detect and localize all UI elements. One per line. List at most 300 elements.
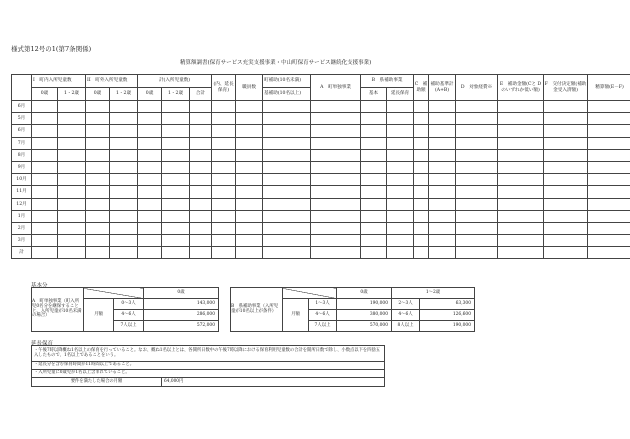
entry-cell[interactable] — [212, 101, 236, 113]
entry-cell[interactable] — [138, 137, 162, 149]
entry-cell[interactable] — [456, 247, 498, 259]
entry-cell[interactable] — [544, 247, 588, 259]
pref-rate-amount-age0: 380,000 — [337, 310, 392, 321]
entry-cell[interactable] — [498, 222, 544, 234]
entry-cell[interactable] — [361, 247, 387, 259]
entry-cell[interactable] — [263, 113, 311, 125]
entry-cell[interactable] — [212, 161, 236, 173]
entry-cell[interactable] — [456, 235, 498, 247]
entry-cell[interactable] — [86, 149, 110, 161]
entry-cell[interactable] — [588, 235, 630, 247]
entry-cell[interactable] — [32, 210, 58, 222]
entry-cell[interactable] — [138, 113, 162, 125]
entry-cell[interactable] — [588, 113, 630, 125]
month-label: 5月 — [12, 113, 32, 125]
entry-cell[interactable] — [588, 210, 630, 222]
entry-cell[interactable] — [361, 149, 387, 161]
entry-cell[interactable] — [32, 161, 58, 173]
entry-cell[interactable] — [190, 161, 212, 173]
entry-cell[interactable] — [429, 222, 456, 234]
entry-cell[interactable] — [588, 125, 630, 137]
entry-cell[interactable] — [588, 186, 630, 198]
entry-cell[interactable] — [429, 247, 456, 259]
entry-cell[interactable] — [311, 125, 361, 137]
entry-cell[interactable] — [236, 210, 263, 222]
entry-cell[interactable] — [236, 198, 263, 210]
header-base-subsidy: 基補助(10名以上) — [263, 88, 311, 101]
entry-cell[interactable] — [544, 125, 588, 137]
entry-cell[interactable] — [190, 137, 212, 149]
entry-cell[interactable] — [162, 235, 190, 247]
entry-cell[interactable] — [544, 174, 588, 186]
corner-cell — [12, 75, 32, 101]
entry-cell[interactable] — [588, 247, 630, 259]
entry-cell[interactable] — [544, 161, 588, 173]
entry-cell[interactable] — [236, 186, 263, 198]
entry-cell[interactable] — [414, 174, 429, 186]
entry-cell[interactable] — [387, 210, 414, 222]
entry-cell[interactable] — [588, 149, 630, 161]
entry-cell[interactable] — [138, 247, 162, 259]
entry-cell[interactable] — [212, 198, 236, 210]
entry-cell[interactable] — [414, 235, 429, 247]
month-row — [12, 174, 630, 186]
pref-rate-range-age0: 1〜3人 — [309, 299, 337, 310]
entry-cell[interactable] — [498, 210, 544, 222]
entry-cell[interactable] — [58, 113, 86, 125]
entry-cell[interactable] — [456, 101, 498, 113]
entry-cell[interactable] — [456, 174, 498, 186]
entry-cell[interactable] — [190, 149, 212, 161]
entry-cell[interactable] — [138, 235, 162, 247]
entry-cell[interactable] — [498, 137, 544, 149]
month-label: 6月 — [12, 125, 32, 137]
pref-rate-amount-age12: 126,600 — [420, 310, 475, 321]
entry-cell[interactable] — [414, 137, 429, 149]
header-f-decision-amount: F 交付決定額(補助金受入済額) — [544, 75, 588, 101]
entry-cell[interactable] — [32, 174, 58, 186]
entry-cell[interactable] — [58, 161, 86, 173]
entry-cell[interactable] — [138, 174, 162, 186]
entry-cell[interactable] — [110, 125, 138, 137]
month-label: 9月 — [12, 161, 32, 173]
month-label: 2月 — [12, 222, 32, 234]
pref-rate-amount-age0: 570,000 — [337, 321, 392, 332]
entry-cell[interactable] — [162, 174, 190, 186]
entry-cell[interactable] — [190, 198, 212, 210]
entry-cell[interactable] — [456, 149, 498, 161]
entry-cell[interactable] — [138, 210, 162, 222]
entry-cell[interactable] — [544, 113, 588, 125]
entry-cell[interactable] — [361, 113, 387, 125]
entry-cell[interactable] — [387, 222, 414, 234]
entry-cell[interactable] — [387, 186, 414, 198]
entry-cell[interactable] — [190, 113, 212, 125]
entry-cell[interactable] — [588, 198, 630, 210]
header-age0-outside: 0歳 — [86, 88, 110, 101]
entry-cell[interactable] — [263, 210, 311, 222]
entry-cell[interactable] — [498, 149, 544, 161]
entry-cell[interactable] — [86, 198, 110, 210]
entry-cell[interactable] — [58, 174, 86, 186]
entry-cell[interactable] — [236, 113, 263, 125]
entry-cell[interactable] — [456, 186, 498, 198]
entry-cell[interactable] — [110, 101, 138, 113]
entry-cell[interactable] — [588, 161, 630, 173]
entry-cell[interactable] — [162, 186, 190, 198]
entry-cell[interactable] — [429, 113, 456, 125]
pref-rate-amount-age0: 190,000 — [337, 299, 392, 310]
town-rate-amount: 286,000 — [144, 310, 219, 321]
month-row — [12, 161, 630, 173]
entry-cell[interactable] — [86, 101, 110, 113]
entry-cell[interactable] — [311, 198, 361, 210]
entry-cell[interactable] — [429, 149, 456, 161]
entry-cell[interactable] — [32, 125, 58, 137]
entry-cell[interactable] — [429, 137, 456, 149]
entry-cell[interactable] — [361, 161, 387, 173]
month-label: 6月 — [12, 101, 32, 113]
entry-cell[interactable] — [387, 137, 414, 149]
entry-cell[interactable] — [32, 235, 58, 247]
entry-cell[interactable] — [414, 198, 429, 210]
entry-cell[interactable] — [544, 198, 588, 210]
entry-cell[interactable] — [58, 186, 86, 198]
entry-cell[interactable] — [138, 186, 162, 198]
entry-cell[interactable] — [414, 161, 429, 173]
entry-cell[interactable] — [311, 113, 361, 125]
entry-cell[interactable] — [212, 137, 236, 149]
entry-cell[interactable] — [544, 186, 588, 198]
form-number: 様式第12号の1(第7条関係) — [11, 45, 92, 53]
entry-cell[interactable] — [311, 210, 361, 222]
entry-cell[interactable] — [162, 222, 190, 234]
entry-cell[interactable] — [110, 113, 138, 125]
entry-cell[interactable] — [361, 137, 387, 149]
entry-cell[interactable] — [86, 235, 110, 247]
entry-cell[interactable] — [544, 235, 588, 247]
entry-cell[interactable] — [190, 247, 212, 259]
entry-cell[interactable] — [162, 149, 190, 161]
entry-cell[interactable] — [110, 222, 138, 234]
entry-cell[interactable] — [456, 125, 498, 137]
entry-cell[interactable] — [263, 101, 311, 113]
entry-cell[interactable] — [212, 235, 236, 247]
month-row — [12, 113, 630, 125]
entry-cell[interactable] — [414, 210, 429, 222]
entry-cell[interactable] — [190, 222, 212, 234]
entry-cell[interactable] — [32, 222, 58, 234]
entry-cell[interactable] — [138, 198, 162, 210]
entry-cell[interactable] — [429, 174, 456, 186]
entry-cell[interactable] — [544, 101, 588, 113]
entry-cell[interactable] — [414, 113, 429, 125]
entry-cell[interactable] — [190, 174, 212, 186]
entry-cell[interactable] — [212, 113, 236, 125]
header-town-subsidy: 町補助(10名未満) — [263, 75, 311, 88]
entry-cell[interactable] — [32, 198, 58, 210]
entry-cell[interactable] — [414, 222, 429, 234]
entry-cell[interactable] — [429, 186, 456, 198]
entry-cell[interactable] — [414, 101, 429, 113]
entry-cell[interactable] — [58, 125, 86, 137]
entry-cell[interactable] — [544, 137, 588, 149]
monthly-amount-label: 要件を満たした場合の月額 — [32, 378, 162, 387]
entry-cell[interactable] — [190, 210, 212, 222]
month-label: 10月 — [12, 174, 32, 186]
town-project-rate-table — [31, 287, 219, 332]
month-label: 11月 — [12, 186, 32, 198]
entry-cell[interactable] — [58, 101, 86, 113]
entry-cell[interactable] — [456, 198, 498, 210]
entry-cell[interactable] — [138, 161, 162, 173]
entry-cell[interactable] — [263, 222, 311, 234]
entry-cell[interactable] — [544, 222, 588, 234]
entry-cell[interactable] — [110, 161, 138, 173]
entry-cell[interactable] — [212, 149, 236, 161]
entry-cell[interactable] — [544, 210, 588, 222]
entry-cell[interactable] — [236, 125, 263, 137]
entry-cell[interactable] — [110, 186, 138, 198]
entry-cell[interactable] — [588, 222, 630, 234]
entry-cell[interactable] — [190, 125, 212, 137]
header-town-children: I 町内入所児童数 — [32, 75, 86, 88]
entry-cell[interactable] — [58, 210, 86, 222]
entry-cell[interactable] — [498, 174, 544, 186]
entry-cell[interactable] — [162, 247, 190, 259]
entry-cell[interactable] — [387, 235, 414, 247]
month-row — [12, 101, 630, 113]
entry-cell[interactable] — [110, 247, 138, 259]
town-rate-range: 0〜3人 — [114, 299, 144, 310]
entry-cell[interactable] — [236, 174, 263, 186]
note-line: ・午後7時以降概ね1名以上の保育を行っていること。なお、概ね1名以上とは、各開所日数中の午後7時以降における保育利用児童数の合計を開所日数で除し、小数点以下を四捨五入したもので、1名以上であることをいう。 — [32, 346, 385, 362]
pref-rate-range-age12: 8人以上 — [392, 321, 420, 332]
entry-cell[interactable] — [138, 222, 162, 234]
header-sum: 合計 — [190, 88, 212, 101]
entry-cell[interactable] — [86, 210, 110, 222]
entry-cell[interactable] — [32, 186, 58, 198]
entry-cell[interactable] — [456, 113, 498, 125]
entry-cell[interactable] — [162, 101, 190, 113]
entry-cell[interactable] — [190, 101, 212, 113]
entry-cell[interactable] — [138, 125, 162, 137]
town-rate-range: 4〜6人 — [114, 310, 144, 321]
entry-cell[interactable] — [498, 113, 544, 125]
entry-cell[interactable] — [429, 125, 456, 137]
entry-cell[interactable] — [236, 137, 263, 149]
entry-cell[interactable] — [414, 125, 429, 137]
entry-cell[interactable] — [429, 235, 456, 247]
entry-cell[interactable] — [212, 222, 236, 234]
entry-cell[interactable] — [32, 149, 58, 161]
entry-cell[interactable] — [58, 247, 86, 259]
entry-cell[interactable] — [588, 101, 630, 113]
entry-cell[interactable] — [263, 186, 311, 198]
entry-cell[interactable] — [236, 222, 263, 234]
pref-project-label: B 県補助事業（入所児童が10名以上が条件） — [231, 288, 283, 332]
entry-cell[interactable] — [212, 210, 236, 222]
entry-cell[interactable] — [456, 161, 498, 173]
entry-cell[interactable] — [311, 101, 361, 113]
month-row — [12, 125, 630, 137]
entry-cell[interactable] — [58, 149, 86, 161]
entry-cell[interactable] — [311, 149, 361, 161]
entry-cell[interactable] — [544, 149, 588, 161]
document-title: 精算額調書(保育サービス充実支援事業・中山町保育サービス継続化支援事業) — [180, 60, 372, 66]
entry-cell[interactable] — [414, 149, 429, 161]
entry-cell[interactable] — [110, 149, 138, 161]
entry-cell[interactable] — [32, 101, 58, 113]
header-standard-total: 補助基準計(A+B) — [429, 75, 456, 101]
entry-cell[interactable] — [110, 235, 138, 247]
entry-cell[interactable] — [361, 222, 387, 234]
town-rate-amount: 572,000 — [144, 321, 219, 332]
entry-cell[interactable] — [498, 247, 544, 259]
entry-cell[interactable] — [86, 125, 110, 137]
header-age12-town: 1・2歳 — [58, 88, 86, 101]
entry-cell[interactable] — [311, 222, 361, 234]
entry-cell[interactable] — [138, 101, 162, 113]
entry-cell[interactable] — [429, 101, 456, 113]
entry-cell[interactable] — [110, 210, 138, 222]
pref-rate-range-age0: 7人以上 — [309, 321, 337, 332]
entry-cell[interactable] — [263, 125, 311, 137]
entry-cell[interactable] — [498, 101, 544, 113]
entry-cell[interactable] — [588, 174, 630, 186]
entry-cell[interactable] — [190, 186, 212, 198]
entry-cell[interactable] — [456, 222, 498, 234]
town-project-label: A 町単独事業（町入所児0名分を継保することと、入所児童が10名未満の場合） — [32, 288, 84, 332]
month-label: 7月 — [12, 137, 32, 149]
entry-cell[interactable] — [162, 125, 190, 137]
entry-cell[interactable] — [387, 101, 414, 113]
header-staff: 職員数 — [236, 75, 263, 101]
entry-cell[interactable] — [236, 247, 263, 259]
entry-cell[interactable] — [387, 149, 414, 161]
entry-cell[interactable] — [236, 235, 263, 247]
entry-cell[interactable] — [311, 174, 361, 186]
entry-cell[interactable] — [86, 222, 110, 234]
entry-cell[interactable] — [58, 198, 86, 210]
entry-cell[interactable] — [263, 198, 311, 210]
entry-cell[interactable] — [86, 174, 110, 186]
pref-project-unit: 月額 — [283, 299, 309, 332]
entry-cell[interactable] — [588, 137, 630, 149]
header-b-extended: 延長保育 — [387, 88, 414, 101]
entry-cell[interactable] — [32, 137, 58, 149]
header-total-children: 計(入所児童数) — [138, 75, 212, 88]
entry-cell[interactable] — [498, 235, 544, 247]
entry-cell[interactable] — [162, 161, 190, 173]
entry-cell[interactable] — [212, 247, 236, 259]
town-project-age0: 0歳 — [144, 288, 219, 299]
pref-project-diagonal — [283, 288, 337, 299]
entry-cell[interactable] — [387, 247, 414, 259]
entry-cell[interactable] — [162, 137, 190, 149]
month-row — [12, 186, 630, 198]
entry-cell[interactable] — [162, 113, 190, 125]
entry-cell[interactable] — [110, 174, 138, 186]
entry-cell[interactable] — [387, 174, 414, 186]
entry-cell[interactable] — [86, 161, 110, 173]
entry-cell[interactable] — [456, 137, 498, 149]
entry-cell[interactable] — [236, 101, 263, 113]
entry-cell[interactable] — [387, 161, 414, 173]
entry-cell[interactable] — [263, 174, 311, 186]
entry-cell[interactable] — [190, 235, 212, 247]
entry-cell[interactable] — [263, 235, 311, 247]
entry-cell[interactable] — [361, 210, 387, 222]
entry-cell[interactable] — [387, 198, 414, 210]
monthly-amount-value: 64,000円 — [162, 378, 385, 387]
entry-cell[interactable] — [311, 235, 361, 247]
entry-cell[interactable] — [236, 161, 263, 173]
entry-cell[interactable] — [498, 198, 544, 210]
entry-cell[interactable] — [361, 186, 387, 198]
entry-cell[interactable] — [311, 247, 361, 259]
entry-cell[interactable] — [387, 125, 414, 137]
entry-cell[interactable] — [498, 161, 544, 173]
entry-cell[interactable] — [414, 186, 429, 198]
entry-cell[interactable] — [212, 125, 236, 137]
entry-cell[interactable] — [361, 174, 387, 186]
header-extended-care: (内、延長保育) — [212, 75, 236, 101]
entry-cell[interactable] — [361, 125, 387, 137]
entry-cell[interactable] — [498, 125, 544, 137]
pref-project-rate-table — [230, 287, 584, 332]
entry-cell[interactable] — [212, 174, 236, 186]
entry-cell[interactable] — [110, 198, 138, 210]
entry-cell[interactable] — [162, 198, 190, 210]
entry-cell[interactable] — [86, 137, 110, 149]
entry-cell[interactable] — [32, 247, 58, 259]
entry-cell[interactable] — [263, 137, 311, 149]
entry-cell[interactable] — [414, 247, 429, 259]
entry-cell[interactable] — [86, 113, 110, 125]
entry-cell[interactable] — [311, 161, 361, 173]
entry-cell[interactable] — [456, 210, 498, 222]
entry-cell[interactable] — [429, 198, 456, 210]
entry-cell[interactable] — [387, 113, 414, 125]
entry-cell[interactable] — [263, 149, 311, 161]
entry-cell[interactable] — [236, 149, 263, 161]
entry-cell[interactable] — [58, 222, 86, 234]
entry-cell[interactable] — [263, 161, 311, 173]
entry-cell[interactable] — [311, 186, 361, 198]
entry-cell[interactable] — [311, 137, 361, 149]
entry-cell[interactable] — [86, 186, 110, 198]
pref-project-spacer — [475, 288, 584, 332]
entry-cell[interactable] — [86, 247, 110, 259]
entry-cell[interactable] — [429, 161, 456, 173]
entry-cell[interactable] — [138, 149, 162, 161]
entry-cell[interactable] — [162, 210, 190, 222]
entry-cell[interactable] — [212, 186, 236, 198]
entry-cell[interactable] — [58, 137, 86, 149]
entry-cell[interactable] — [498, 186, 544, 198]
entry-cell[interactable] — [32, 113, 58, 125]
entry-cell[interactable] — [361, 198, 387, 210]
entry-cell[interactable] — [361, 101, 387, 113]
entry-cell[interactable] — [429, 210, 456, 222]
entry-cell[interactable] — [110, 137, 138, 149]
entry-cell[interactable] — [58, 235, 86, 247]
header-g-settlement: 精算額(E－F) — [588, 75, 630, 101]
entry-cell[interactable] — [263, 247, 311, 259]
month-label: 3月 — [12, 235, 32, 247]
entry-cell[interactable] — [361, 235, 387, 247]
